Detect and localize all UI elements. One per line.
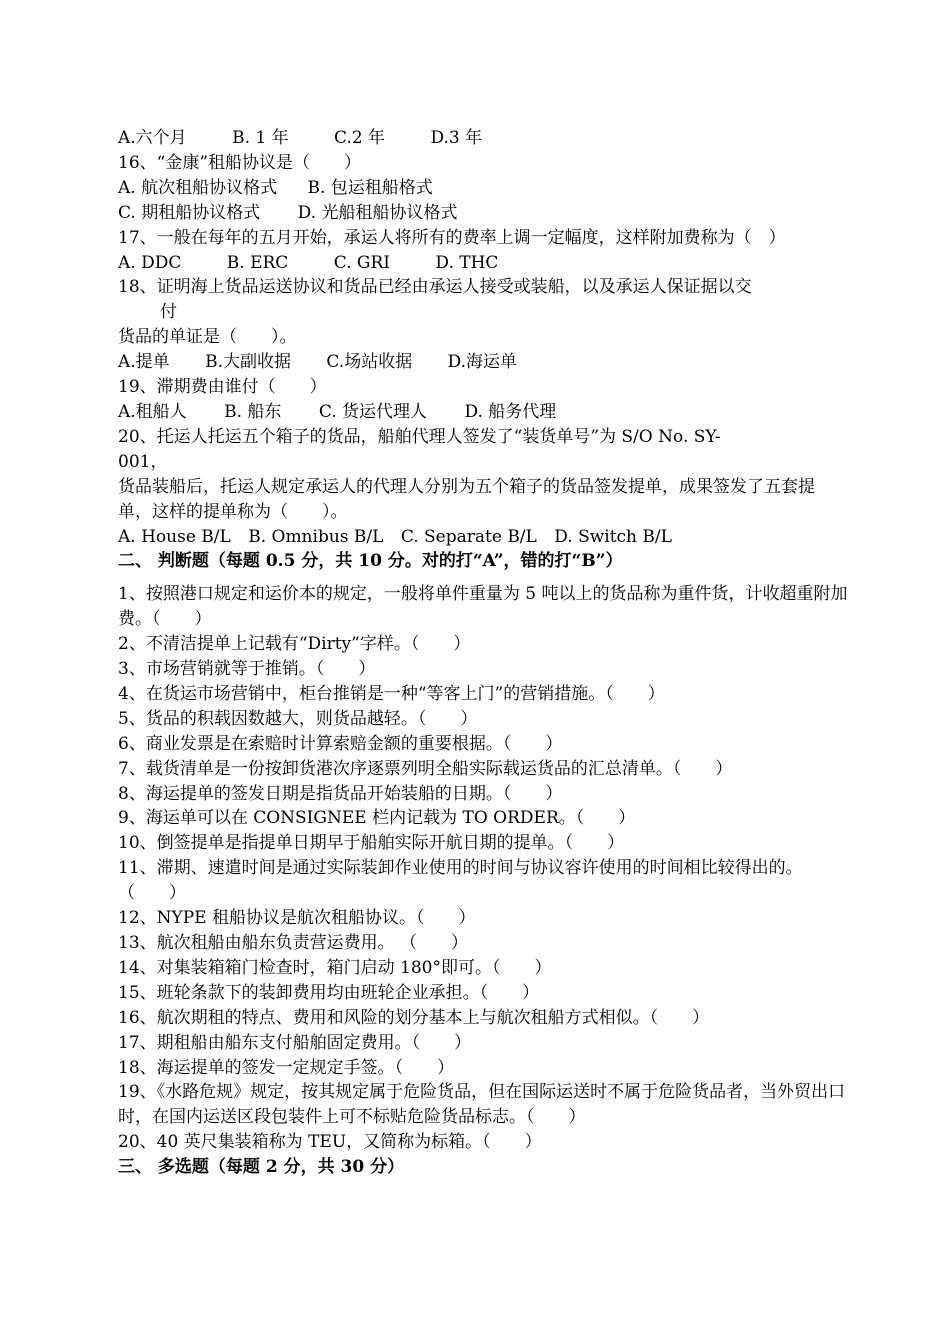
section2-heading: 二、 判断题（每题 0.5 分，共 10 分。对的打“A”，错的打“B”）	[118, 551, 623, 572]
tf-question-6: 6、商业发票是在索赔时计算索赔金额的重要根据。（ ）	[118, 733, 563, 754]
tf-question-4: 4、在货运市场营销中，柜台推销是一种“等客上门”的营销措施。（ ）	[118, 683, 665, 704]
document-page	[118, 126, 848, 1180]
q15-option-b: B. 1 年	[232, 128, 289, 148]
q19-option-b: B. 船东	[224, 401, 282, 422]
q15-option-d: D.3 年	[430, 128, 483, 148]
tf-question-11: 11、滞期、速遣时间是通过实际装卸作业使用的时间与协议容许使用的时间相比较得出的。（ ）	[118, 858, 803, 904]
q15-option-a: A.六个月	[118, 128, 187, 148]
q18-options	[118, 350, 848, 375]
section3-heading: 三、 多选题（每题 2 分，共 30 分）	[118, 1157, 405, 1178]
q18-option-d: D.海运单	[447, 352, 518, 373]
tf-question-15: 15、班轮条款下的装卸费用均由班轮企业承担。（ ）	[118, 982, 540, 1003]
q20-option-b: B. Omnibus B/L	[248, 526, 384, 547]
q16-stem: 16、“金康”租船协议是（ ）	[118, 152, 362, 173]
tf-question-13: 13、航次租船由船东负责营运费用。 （ ）	[118, 933, 469, 953]
tf-question-18: 18、海运提单的签发一定规定手签。（ ）	[118, 1057, 455, 1078]
q17-option-a: A. DDC	[118, 252, 182, 273]
q18-stem-line1: 18、证明海上货品运送协议和货品已经由承运人接受或装船，以及承运人保证据以交	[118, 277, 752, 298]
q19-option-d: D. 船务代理	[464, 401, 557, 422]
tf-question-17: 17、期租船由船东支付船舶固定费用。（ ）	[118, 1032, 472, 1053]
q20-stem-line3: 货品装船后，托运人规定承运人的代理人分别为五个箱子的货品签发提单，成果签发了五套提单，这样的提单称为（ ）。	[118, 476, 815, 522]
q16-option-c: C. 期租船协议格式	[118, 202, 261, 223]
q15-options	[118, 126, 848, 151]
q17-stem: 17、一般在每年的五月开始，承运人将所有的费率上调一定幅度，这样附加费称为（ ）	[118, 227, 786, 248]
q20-option-a: A. House B/L	[118, 526, 231, 547]
q17-option-c: C. GRI	[333, 252, 391, 273]
q20-stem-line2: 001，	[118, 451, 168, 472]
q19-option-a: A.租船人	[118, 401, 187, 422]
tf-question-5: 5、货品的积载因数越大，则货品越轻。（ ）	[118, 708, 478, 729]
q20-option-c: C. Separate B/L	[400, 526, 537, 547]
q19-stem: 19、滞期费由谁付（ ）	[118, 377, 327, 398]
q18-option-b: B.大副收据	[205, 352, 291, 373]
q16-option-d: D. 光船租船协议格式	[297, 202, 458, 223]
q16-options-row2	[118, 201, 848, 226]
tf-question-7: 7、载货清单是一份按卸货港次序逐票列明全船实际载运货品的汇总清单。（ ）	[118, 758, 733, 779]
q16-option-a: A. 航次租船协议格式	[118, 177, 278, 198]
tf-question-10: 10、倒签提单是指提单日期早于船舶实际开航日期的提单。（ ）	[118, 833, 625, 854]
tf-question-2: 2、不清洁提单上记载有“Dirty”字样。（ ）	[118, 634, 471, 655]
tf-question-20: 20、40 英尺集装箱称为 TEU，又简称为标箱。（ ）	[118, 1132, 542, 1153]
tf-question-1: 1、按照港口规定和运价本的规定，一般将单件重量为 5 吨以上的货品称为重件货，计收超重附加费。（ ）	[118, 584, 848, 630]
q18-option-c: C.场站收据	[326, 352, 413, 373]
tf-question-9: 9、海运单可以在 CONSIGNEE 栏内记载为 TO ORDER。（ ）	[118, 808, 636, 829]
tf-question-8: 8、海运提单的签发日期是指货品开始装船的日期。（ ）	[118, 783, 563, 804]
q18-stem-line3: 货品的单证是（ ）。	[118, 327, 297, 348]
q19-options	[118, 400, 848, 425]
q16-option-b: B. 包运租船格式	[307, 177, 433, 198]
q17-option-d: D. THC	[435, 252, 499, 273]
q20-stem-line1: 20、托运人托运五个箱子的货品，船舶代理人签发了“装货单号”为 S/O No. SY-	[118, 426, 721, 447]
q19-option-c: C. 货运代理人	[318, 401, 428, 422]
q20-option-d: D. Switch B/L	[554, 526, 672, 547]
tf-question-14: 14、对集装箱箱门检查时，箱门启动 180°即可。（ ）	[118, 957, 552, 978]
q20-options	[118, 525, 848, 550]
tf-question-16: 16、航次期租的特点、费用和风险的划分基本上与航次租船方式相似。（ ）	[118, 1007, 710, 1028]
q17-options	[118, 251, 848, 276]
tf-question-3: 3、市场营销就等于推销。（ ）	[118, 659, 376, 680]
q18-option-a: A.提单	[118, 352, 170, 373]
q15-option-c: C.2 年	[334, 128, 386, 148]
q17-option-b: B. ERC	[226, 252, 289, 273]
tf-question-19: 19、《水路危规》规定，按其规定属于危险货品，但在国际运送时不属于危险货品者，当外贸出口时，在国内运送区段包装件上可不标贴危险货品标志。（ ）	[118, 1082, 846, 1128]
q16-options-row1	[118, 176, 848, 201]
q18-stem-line2: 付	[160, 302, 177, 323]
tf-question-12: 12、NYPE 租船协议是航次租船协议。（ ）	[118, 908, 476, 929]
